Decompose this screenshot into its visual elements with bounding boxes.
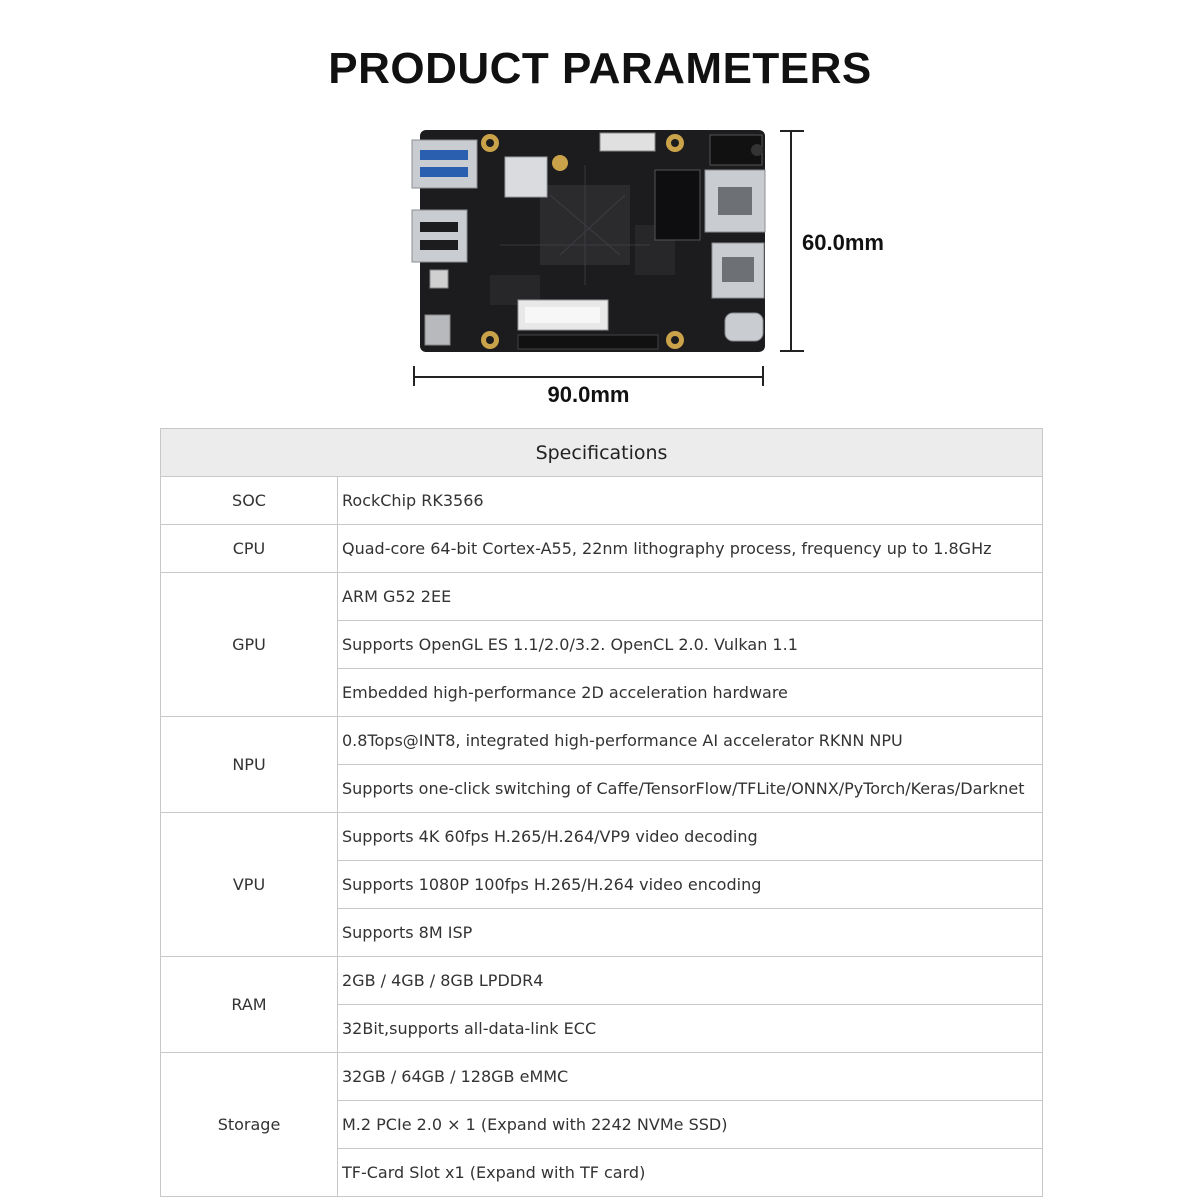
- page-title: PRODUCT PARAMETERS: [328, 44, 872, 93]
- height-dimension-label: 60.0mm: [802, 230, 884, 255]
- spec-key-soc: SOC: [161, 477, 338, 525]
- table-row: [161, 477, 1043, 525]
- spec-value: Supports one-click switching of Caffe/TensorFlow/TFLite/ONNX/PyTorch/Keras/Darknet: [338, 765, 1043, 813]
- spec-value: Supports 4K 60fps H.265/H.264/VP9 video decoding: [338, 813, 1043, 861]
- specifications-header: Specifications: [161, 429, 1043, 477]
- spec-value: Supports 1080P 100fps H.265/H.264 video encoding: [338, 861, 1043, 909]
- height-dimension-line: [790, 130, 792, 350]
- spec-value: 2GB / 4GB / 8GB LPDDR4: [338, 957, 1043, 1005]
- spec-value: 0.8Tops@INT8, integrated high-performance AI accelerator RKNN NPU: [338, 717, 1043, 765]
- spec-value: ARM G52 2EE: [338, 573, 1043, 621]
- table-row: [161, 813, 1043, 861]
- height-dimension-cap-top: [780, 130, 804, 132]
- table-row: [161, 573, 1043, 621]
- spec-key-npu: NPU: [161, 717, 338, 813]
- width-dimension-line: [413, 376, 764, 378]
- spec-value: Supports OpenGL ES 1.1/2.0/3.2. OpenCL 2.0. Vulkan 1.1: [338, 621, 1043, 669]
- spec-key-storage: Storage: [161, 1053, 338, 1197]
- spec-key-gpu: GPU: [161, 573, 338, 717]
- table-row: [161, 525, 1043, 573]
- width-dimension-label: 90.0mm: [547, 382, 630, 407]
- spec-value: Embedded high-performance 2D acceleration hardware: [338, 669, 1043, 717]
- spec-key-vpu: VPU: [161, 813, 338, 957]
- height-dimension-cap-bottom: [780, 350, 804, 352]
- spec-value: Quad-core 64-bit Cortex-A55, 22nm lithography process, frequency up to 1.8GHz: [338, 525, 1043, 573]
- spec-value: 32GB / 64GB / 128GB eMMC: [338, 1053, 1043, 1101]
- sbc-board-icon: [400, 125, 780, 360]
- board-image: [400, 125, 780, 360]
- spec-key-cpu: CPU: [161, 525, 338, 573]
- table-row: [161, 717, 1043, 765]
- spec-value: TF-Card Slot x1 (Expand with TF card): [338, 1149, 1043, 1197]
- spec-value: Supports 8M ISP: [338, 909, 1043, 957]
- table-row: [161, 1053, 1043, 1101]
- spec-value: RockChip RK3566: [338, 477, 1043, 525]
- spec-value: M.2 PCIe 2.0 × 1 (Expand with 2242 NVMe SSD): [338, 1101, 1043, 1149]
- specifications-table: [160, 428, 1043, 1197]
- table-row: [161, 957, 1043, 1005]
- spec-value: 32Bit,supports all-data-link ECC: [338, 1005, 1043, 1053]
- spec-key-ram: RAM: [161, 957, 338, 1053]
